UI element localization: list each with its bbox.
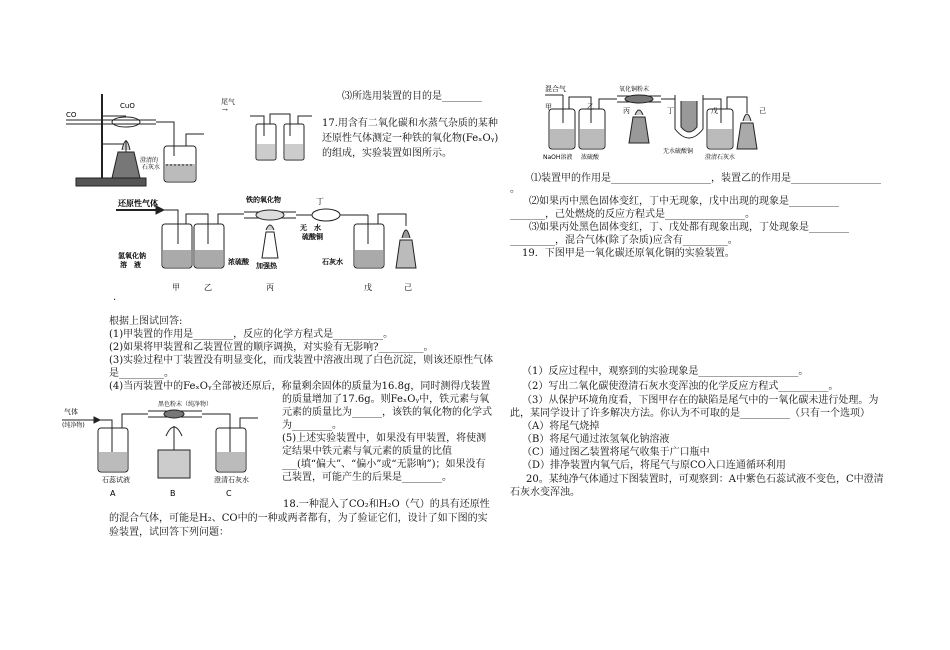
mixed-gas-label: 混合气 [545,85,566,93]
q16-purpose: ⑶所选用装置的目的是________ [342,91,482,102]
naoh-solution-label: NaOH溶液 [543,154,573,161]
conc-h2so4-r-label: 浓硫酸 [581,154,600,161]
stray-dot: . [113,292,117,303]
naoh-label-2: 溶 液 [120,261,141,269]
gas-collection-bottles-figure [250,110,316,164]
cuo-powder-label: 氧化铜粉末 [619,86,650,93]
anhydrous-cuso4-label-1: 无 水 [300,224,321,232]
q18-part1-end: 。 [510,184,520,195]
svg-text:石灰水: 石灰水 [142,164,161,171]
r-label-jia: 甲 [545,103,552,111]
label-wu: 戊 [364,283,372,292]
q17-apparatus-figure [116,192,446,296]
label-a: A [110,489,116,498]
iron-oxide-label: 铁的氧化物 [246,196,281,204]
q19-option-b: （B）将尾气通过浓氢氧化钠溶液 [522,434,670,445]
q19-option-d: （D）排净装置内氧气后，将尾气与原CO入口连通循环利用 [522,460,786,471]
label-yi: 乙 [204,283,212,292]
heat-label: 加强热 [256,262,277,270]
label-b: B [170,489,176,498]
q17-part5: (5)上述实验装置中，如果没有甲装置，将使测定结果中铁元素与氧元素的质量的比值___(填“偏大”、“偏小”或“无影响”)；如果没有己装置，可能产生的后果是________。 [282,433,487,483]
label-c: C [226,489,232,498]
answer-intro: 根据上图试回答: [109,316,183,327]
label-jia: 甲 [172,283,180,292]
q17-intro: 17.用含有二氧化碳和水蒸气杂质的某种还原性气体测定一种铁的氧化物(FeₓOᵧ)的组成，实验装置如图所示。 [322,118,499,159]
tail-gas-arrow: → [222,106,228,114]
anhydrous-cuso4-r-label: 无水硫酸铜 [663,148,694,155]
naoh-label-1: 氢氧化钠 [118,252,146,260]
abc-apparatus-figure [62,400,282,500]
q17-part2: (2)如果将甲装置和乙装置位置的顺序调换，对实验有无影响?_________。 [109,342,434,353]
q17-part3a: (3)实验过程中丁装置没有明显变化，而戊装置中溶液出现了白色沉淀，则该还原性气体 [109,355,494,366]
q17-part4b: 的质量增加了17.6g。则FeₓOᵧ中，铁元素与氧元素的质量比为______，该铁的氧化物的化学式为________。 [282,394,492,431]
q19-part1: （1）反应过程中，观察到的实验现象是____________________。 [522,366,809,377]
r-label-wu: 戊 [711,107,718,115]
black-powder-label: 黑色粉末（纯净物） [158,401,213,408]
tail-gas-label: 尾气 [221,98,235,106]
gas-label-2: (纯净物) [62,422,85,429]
conc-h2so4-label: 浓硫酸 [228,258,249,266]
reducing-gas-label: 还原性气体 [118,199,158,208]
q19-option-a: （A）将尾气烧掉 [522,421,600,432]
co-reduction-apparatus-figure [66,86,216,190]
cuo-label: CuO [120,102,135,110]
q17-part3b: 是_________。 [109,368,174,379]
q18-part3b: _________，混合气体(除了杂质)应含有_________。 [510,235,738,246]
q17-part4a: (4)当丙装置中的FeₓOᵧ全部被还原后，称量剩余固体的质量为16.8g，同时测得戊装置 [109,381,491,392]
q18-apparatus-figure [543,83,773,163]
q19-part2: （2）写出二氧化碳使澄清石灰水变浑浊的化学反应方程式__________。 [522,381,839,392]
q19-option-c: （C）通过图乙装置将尾气收集于广口瓶中 [522,447,710,458]
ding-label: 丁 [316,197,324,206]
label-ji: 己 [404,283,412,292]
r-label-bing: 丙 [623,107,630,115]
co-label: CO [66,111,77,119]
q20-intro: 20。某纯净气体通过下图装置时，可观察到：A中紫色石蕊试液不变色，C中澄清石灰水变浑浊。 [510,474,884,498]
q19-intro: 19．下图甲是一氧化碳还原氧化铜的实验装置。 [522,248,735,259]
q17-part1: (1)甲装置的作用是________，反应的化学方程式是__________。 [109,329,394,340]
anhydrous-cuso4-label-2: 硫酸铜 [302,233,323,241]
q18-part2b: _______，己处燃烧的反应方程式是________________。 [510,209,755,220]
limewater-abc-label: 澄清石灰水 [214,476,249,484]
r-label-yi: 乙 [587,103,594,111]
q18-part1: ⑴装置甲的作用是____________________，装置乙的作用是__________________ [531,173,881,184]
q18-part2a: ⑵如果丙中黑色固体变红，丁中无现象，戊中出现的现象是__________ [529,196,839,207]
q19-part3: （3）从保护环境角度看，下图甲存在的缺陷是尾气中的一氧化碳未进行处理。为此，某同学设计了许多解决方法。你认为不可取的是__________（只有一个选项） [510,395,879,419]
r-label-ji: 己 [759,107,766,115]
limewater-label: 澄清的 [140,157,159,164]
label-bing: 丙 [266,283,274,292]
q18-intro: 18.一种混入了CO₂和H₂O（气）的具有还原性的混合气体，可能是H₂、CO中的一种或两者都有，为了验证它们，设计了如下图的实验装置，试回答下列问题： [109,499,490,538]
q18-part3a: ⑶如果丙处黑色固体变红，丁、戊处都有现象出现，丁处现象是________ [529,222,849,233]
limewater-label-17: 石灰水 [322,258,343,266]
r-label-ding: 丁 [667,107,674,115]
limewater-r-label: 澄清石灰水 [705,154,736,161]
gas-label-1: 气体 [64,408,78,416]
litmus-label: 石蕊试液 [102,476,130,484]
